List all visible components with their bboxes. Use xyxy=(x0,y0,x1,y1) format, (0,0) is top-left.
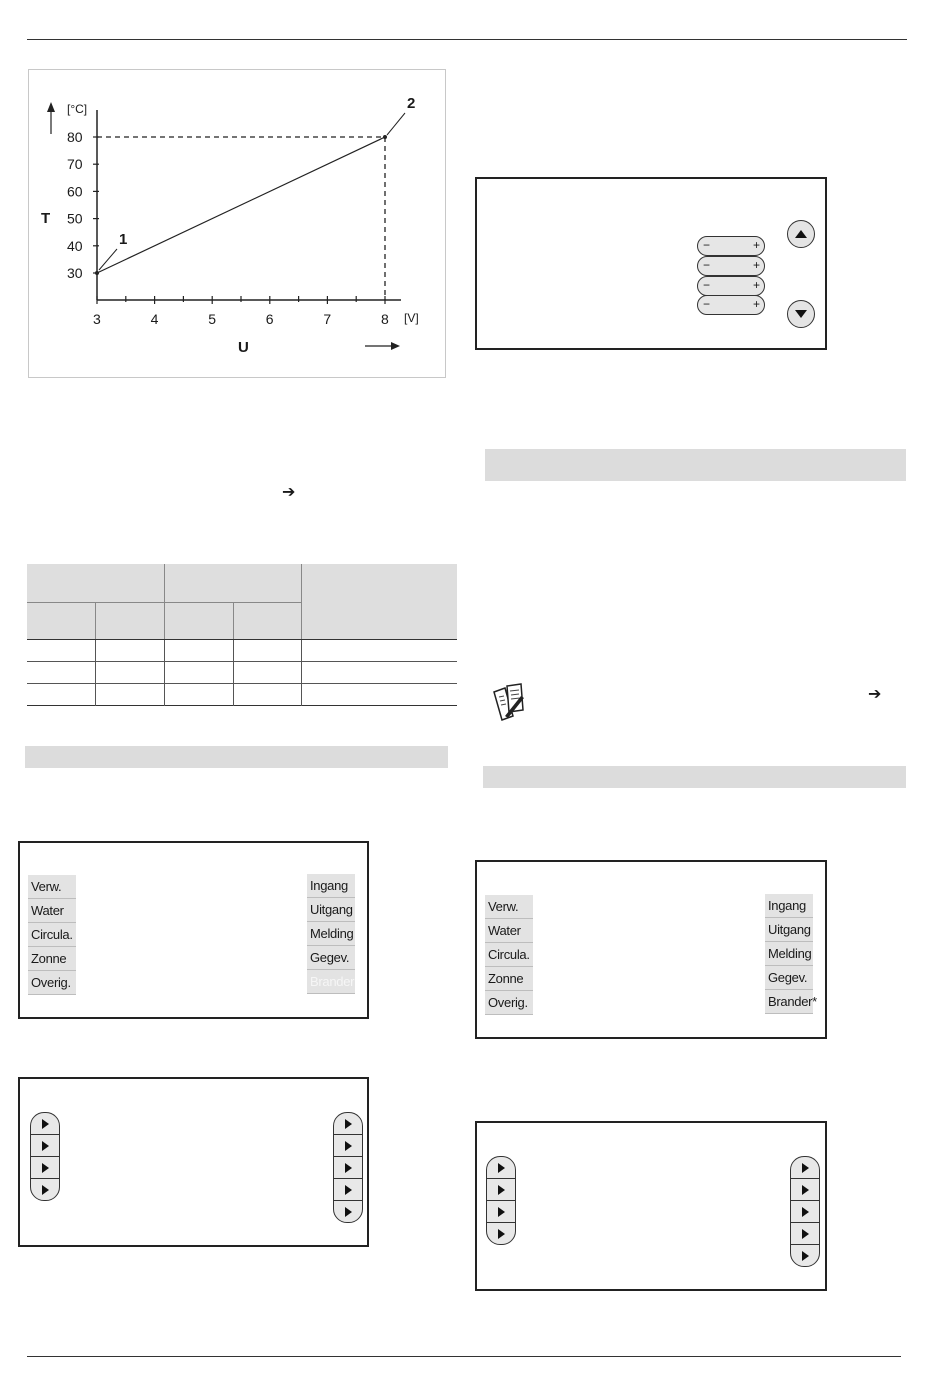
series-line xyxy=(97,137,385,273)
plus-icon[interactable]: + xyxy=(752,238,760,252)
plus-icon[interactable]: + xyxy=(752,258,760,272)
softkey-left-2[interactable] xyxy=(30,1134,60,1157)
annotation-label: 1 xyxy=(119,231,128,248)
softkey-right-2[interactable] xyxy=(333,1134,363,1157)
scroll-down-button[interactable] xyxy=(787,300,815,328)
adjust-slider-4[interactable] xyxy=(697,295,765,315)
menu-left-column xyxy=(28,875,76,995)
table-row-line xyxy=(27,639,457,640)
notepad-pencil-icon xyxy=(491,682,529,722)
play-icon xyxy=(345,1207,352,1217)
header-rule xyxy=(27,39,907,40)
softkey-left-4[interactable] xyxy=(30,1178,60,1201)
adjust-slider-3[interactable] xyxy=(697,276,765,296)
play-icon xyxy=(345,1185,352,1195)
table-col-divider xyxy=(301,640,302,706)
softkey-right-4[interactable] xyxy=(790,1222,820,1245)
menu-item-zonne[interactable]: Zonne xyxy=(28,947,76,971)
menu-item-uitgang[interactable]: Uitgang xyxy=(307,898,355,922)
softkey-column-right xyxy=(790,1156,820,1267)
minus-icon[interactable]: − xyxy=(703,278,711,292)
softkey-right-2[interactable] xyxy=(790,1178,820,1201)
arrow-right-icon: ➔ xyxy=(868,684,882,703)
y-tick-label: 30 xyxy=(67,265,83,281)
annotation-leader xyxy=(99,249,117,270)
menu-item-verw[interactable]: Verw. xyxy=(28,875,76,899)
y-axis-unit: [°C] xyxy=(67,102,88,116)
softkey-right-5[interactable] xyxy=(790,1244,820,1267)
softkey-left-1[interactable] xyxy=(486,1156,516,1179)
menu-item-verw[interactable]: Verw. xyxy=(485,895,533,919)
x-tick-label: 4 xyxy=(150,311,159,327)
table-col-divider xyxy=(95,640,96,706)
softkey-right-4[interactable] xyxy=(333,1178,363,1201)
section-heading-bar xyxy=(25,746,448,768)
menu-item-uitgang[interactable]: Uitgang xyxy=(765,918,813,942)
play-icon xyxy=(345,1119,352,1129)
arrow-right-icon: ➔ xyxy=(282,482,296,501)
menu-item-gegev[interactable]: Gegev. xyxy=(307,946,355,970)
play-icon xyxy=(802,1229,809,1239)
menu-item-brander[interactable]: Brander* xyxy=(765,990,813,1014)
section-heading-bar xyxy=(485,449,906,481)
menu-item-circula[interactable]: Circula. xyxy=(485,943,533,967)
table-col-divider xyxy=(95,602,96,640)
y-tick-label: 60 xyxy=(67,183,83,200)
display-screen-buttons xyxy=(18,1077,369,1247)
softkey-right-3[interactable] xyxy=(333,1156,363,1179)
softkey-right-3[interactable] xyxy=(790,1200,820,1223)
y-arrowhead xyxy=(47,102,55,112)
softkey-column-left xyxy=(486,1156,516,1245)
x-tick-label: 5 xyxy=(208,311,216,327)
table-col-divider xyxy=(164,640,165,706)
section-heading-bar xyxy=(483,766,906,788)
x-tick-label: 6 xyxy=(265,311,274,327)
menu-item-ingang[interactable]: Ingang xyxy=(765,894,813,918)
menu-item-overig[interactable]: Overig. xyxy=(485,991,533,1015)
table-col-divider xyxy=(233,640,234,706)
play-icon xyxy=(802,1207,809,1217)
plus-icon[interactable]: + xyxy=(752,297,760,311)
data-point xyxy=(383,135,387,139)
table-row-line xyxy=(27,683,457,684)
display-screen-adjust xyxy=(475,177,827,350)
x-tick-label: 3 xyxy=(93,311,101,327)
play-icon xyxy=(802,1163,809,1173)
minus-icon[interactable]: − xyxy=(703,258,711,272)
play-icon xyxy=(42,1185,49,1195)
play-icon xyxy=(42,1141,49,1151)
x-tick-label: 7 xyxy=(323,311,332,327)
play-icon xyxy=(42,1163,49,1173)
menu-item-melding[interactable]: Melding xyxy=(307,922,355,946)
annotation-leader xyxy=(387,113,405,135)
adjust-slider-1[interactable] xyxy=(697,236,765,256)
menu-right-column xyxy=(307,874,355,994)
y-tick-label: 50 xyxy=(67,210,83,227)
menu-item-overig[interactable]: Overig. xyxy=(28,971,76,995)
menu-item-zonne[interactable]: Zonne xyxy=(485,967,533,991)
y-tick-label: 40 xyxy=(67,237,83,254)
x-axis-unit: [V] xyxy=(404,311,419,325)
softkey-left-3[interactable] xyxy=(486,1200,516,1223)
play-icon xyxy=(498,1163,505,1173)
x-tick-label: 8 xyxy=(381,311,389,327)
play-icon xyxy=(498,1207,505,1217)
y-tick-label: 80 xyxy=(67,129,83,145)
menu-right-column xyxy=(765,894,817,1014)
menu-item-water[interactable]: Water xyxy=(28,899,76,923)
display-screen-menu xyxy=(18,841,369,1019)
table-row-line xyxy=(27,661,457,662)
chart-svg xyxy=(29,70,447,379)
softkey-right-1[interactable] xyxy=(333,1112,363,1135)
softkey-left-2[interactable] xyxy=(486,1178,516,1201)
play-icon xyxy=(498,1185,505,1195)
play-icon xyxy=(802,1251,809,1261)
y-axis-label: T xyxy=(41,210,51,227)
temperature-voltage-chart xyxy=(28,69,446,378)
y-tick-label: 70 xyxy=(67,156,83,173)
play-icon xyxy=(802,1185,809,1195)
menu-item-water[interactable]: Water xyxy=(485,919,533,943)
menu-left-column xyxy=(485,895,533,1015)
menu-item-gegev[interactable]: Gegev. xyxy=(765,966,813,990)
play-icon xyxy=(345,1163,352,1173)
annotation-label: 2 xyxy=(407,95,416,112)
table-col-divider xyxy=(301,564,302,640)
menu-item-circula[interactable]: Circula. xyxy=(28,923,76,947)
menu-item-melding[interactable]: Melding xyxy=(765,942,813,966)
play-icon xyxy=(345,1141,352,1151)
down-arrow-icon xyxy=(795,310,807,318)
softkey-left-3[interactable] xyxy=(30,1156,60,1179)
menu-item-brander[interactable]: Brander xyxy=(307,970,355,994)
display-screen-menu-2 xyxy=(475,860,827,1039)
adjust-slider-2[interactable] xyxy=(697,256,765,276)
minus-icon[interactable]: − xyxy=(703,238,711,252)
data-table xyxy=(27,564,457,706)
softkey-left-4[interactable] xyxy=(486,1222,516,1245)
table-col-divider xyxy=(164,564,165,640)
play-icon xyxy=(42,1119,49,1129)
play-icon xyxy=(498,1229,505,1239)
table-col-divider xyxy=(233,602,234,640)
plus-icon[interactable]: + xyxy=(752,278,760,292)
softkey-right-1[interactable] xyxy=(790,1156,820,1179)
x-axis-label: U xyxy=(238,339,249,356)
softkey-column-right xyxy=(333,1112,363,1223)
data-point xyxy=(95,271,99,275)
display-screen-buttons-2 xyxy=(475,1121,827,1291)
menu-item-ingang[interactable]: Ingang xyxy=(307,874,355,898)
table-row-line xyxy=(27,705,457,706)
footer-rule xyxy=(27,1356,901,1357)
softkey-right-5[interactable] xyxy=(333,1200,363,1223)
up-arrow-icon xyxy=(795,230,807,238)
softkey-column-left xyxy=(30,1112,60,1201)
minus-icon[interactable]: − xyxy=(703,297,711,311)
softkey-left-1[interactable] xyxy=(30,1112,60,1135)
x-arrowhead xyxy=(391,342,400,350)
scroll-up-button[interactable] xyxy=(787,220,815,248)
